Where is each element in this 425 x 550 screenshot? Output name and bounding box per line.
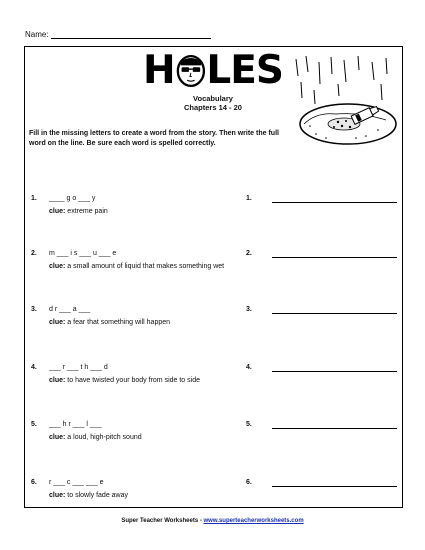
item-number: 3. xyxy=(31,306,37,313)
clue-label: clue: xyxy=(49,319,66,326)
vocab-item xyxy=(31,195,401,225)
answer-number: 5. xyxy=(246,421,252,428)
clue-label: clue: xyxy=(49,492,66,499)
logo-letters-les: LES xyxy=(206,48,283,93)
missing-letters-word: ___ r ___ t h ___ d xyxy=(49,364,108,371)
clue-label: clue: xyxy=(49,377,66,384)
missing-letters-word: ___ h r ___ l ___ xyxy=(49,421,102,428)
vocab-item xyxy=(31,250,401,280)
item-clue xyxy=(49,434,142,441)
answer-number: 1. xyxy=(246,195,252,202)
item-number: 5. xyxy=(31,421,37,428)
clue-text: a small amount of liquid that makes something wet xyxy=(67,263,225,270)
footer-website-link[interactable]: www.superteacherworksheets.com xyxy=(203,518,304,524)
clue-text: extreme pain xyxy=(67,208,108,215)
item-clue xyxy=(49,492,128,499)
subtitle-chapters: Chapters 14 - 20 xyxy=(184,103,242,112)
answer-line[interactable] xyxy=(272,257,397,258)
clue-text: a fear that something will happen xyxy=(67,319,171,326)
holes-logo xyxy=(143,48,283,93)
footer-brand: Super Teacher Worksheets xyxy=(121,518,199,524)
item-clue xyxy=(49,263,224,270)
sunglasses-face-icon xyxy=(176,53,206,89)
subtitle-vocabulary: Vocabulary xyxy=(193,94,233,103)
clue-label: clue: xyxy=(49,434,66,441)
answer-line[interactable] xyxy=(272,371,397,372)
missing-letters-word: r ___ c ___ ___ e xyxy=(49,479,104,486)
worksheet-subtitle xyxy=(143,94,283,112)
answer-number: 3. xyxy=(246,306,252,313)
name-label: Name: xyxy=(25,30,49,39)
item-number: 6. xyxy=(31,479,37,486)
name-input-line[interactable] xyxy=(51,30,211,39)
answer-number: 2. xyxy=(246,250,252,257)
item-number: 4. xyxy=(31,364,37,371)
answer-number: 6. xyxy=(246,479,252,486)
answer-line[interactable] xyxy=(272,313,397,314)
clue-text: to slowly fade away xyxy=(67,492,128,499)
vocab-item xyxy=(31,306,401,336)
clue-label: clue: xyxy=(49,208,66,215)
answer-line[interactable] xyxy=(272,428,397,429)
clue-text: a loud, high-pitch sound xyxy=(67,434,142,441)
vocab-item xyxy=(31,364,401,394)
missing-letters-word: m ___ i s ___ u ___ e xyxy=(49,250,117,257)
item-number: 1. xyxy=(31,195,37,202)
footer-separator: - xyxy=(199,518,202,524)
logo-letter-h: H xyxy=(143,48,175,93)
vocab-item xyxy=(31,421,401,451)
vocab-item xyxy=(31,479,401,509)
item-clue xyxy=(49,208,108,215)
instructions-text: Fill in the missing letters to create a word from the story. Then write the full word on the line. Be sure each word is spelled correctly. xyxy=(29,130,279,147)
clue-text: to have twisted your body from side to side xyxy=(67,377,200,384)
item-clue xyxy=(49,319,170,326)
missing-letters-word: d r ___ a ___ xyxy=(49,306,91,313)
answer-number: 4. xyxy=(246,364,252,371)
name-field-row xyxy=(25,30,211,39)
answer-line[interactable] xyxy=(272,202,397,203)
page-footer xyxy=(0,518,425,524)
answer-line[interactable] xyxy=(272,486,397,487)
item-number: 2. xyxy=(31,250,37,257)
clue-label: clue: xyxy=(49,263,66,270)
item-clue xyxy=(49,377,200,384)
missing-letters-word: ____ g o ___ y xyxy=(49,195,96,202)
hole-and-lipstick-illustration xyxy=(286,54,401,150)
